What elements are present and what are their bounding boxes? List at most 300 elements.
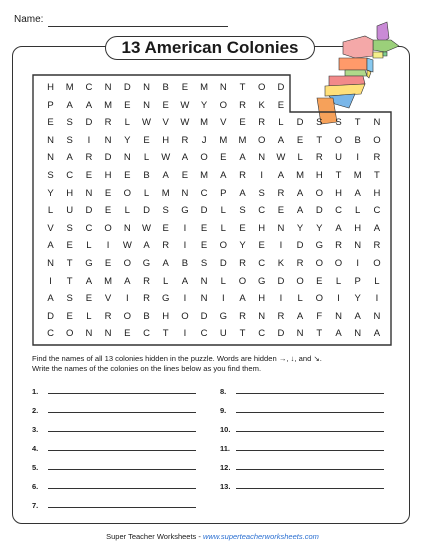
puzzle-letter: I <box>183 240 187 252</box>
puzzle-letter: N <box>123 222 131 234</box>
puzzle-letter: O <box>104 222 112 234</box>
puzzle-letter: Y <box>47 187 54 199</box>
puzzle-letter: A <box>296 205 304 217</box>
puzzle-letter: L <box>143 152 150 164</box>
puzzle-letter: E <box>66 240 73 252</box>
puzzle-letter: M <box>238 134 247 146</box>
puzzle-letter: R <box>143 293 150 305</box>
puzzle-letter: L <box>374 275 380 287</box>
puzzle-letter: R <box>239 99 246 111</box>
puzzle-letter: W <box>276 152 286 164</box>
puzzle-letter: C <box>85 82 93 93</box>
name-label: Name: <box>14 14 44 25</box>
puzzle-letter: I <box>356 258 359 269</box>
puzzle-letter: T <box>335 170 342 181</box>
puzzle-letter: H <box>315 170 323 181</box>
puzzle-letter: A <box>277 170 285 181</box>
puzzle-letter: E <box>85 170 93 181</box>
puzzle-letter: C <box>258 328 266 340</box>
puzzle-letter: N <box>47 152 54 164</box>
puzzle-letter: O <box>65 328 74 340</box>
puzzle-letter: N <box>47 258 54 269</box>
puzzle-letter: G <box>142 258 151 269</box>
puzzle-letter: S <box>47 170 54 181</box>
answer-blank[interactable] <box>48 487 196 489</box>
puzzle-letter: E <box>104 205 112 217</box>
puzzle-letter: A <box>124 275 131 287</box>
puzzle-letter: N <box>373 117 381 129</box>
puzzle-letter: S <box>239 205 246 217</box>
puzzle-letter: S <box>66 117 73 129</box>
puzzle-letter: A <box>181 152 189 164</box>
puzzle-letter: I <box>183 222 187 234</box>
puzzle-letter: N <box>123 152 131 164</box>
puzzle-letter: R <box>239 258 246 269</box>
puzzle-letter: G <box>315 240 323 252</box>
word-search-puzzle <box>32 74 392 346</box>
puzzle-letter: O <box>257 82 266 93</box>
puzzle-letter: C <box>258 205 266 217</box>
puzzle-letter: A <box>354 187 361 199</box>
puzzle-letter: L <box>220 222 226 234</box>
answer-line-left-4[interactable] <box>32 458 196 472</box>
puzzle-letter: E <box>277 205 285 217</box>
answer-line-left-2[interactable] <box>32 420 196 434</box>
puzzle-letter: B <box>143 170 150 181</box>
answer-number: 12. <box>220 463 231 472</box>
map-pennsylvania <box>339 58 367 70</box>
puzzle-letter: E <box>47 117 54 129</box>
puzzle-letter: A <box>162 258 169 269</box>
puzzle-letter: C <box>66 170 74 181</box>
puzzle-letter: S <box>258 187 265 199</box>
puzzle-letter: J <box>201 134 207 146</box>
puzzle-letter: T <box>66 258 73 269</box>
puzzle-letter: M <box>65 82 74 93</box>
puzzle-letter: U <box>219 328 227 340</box>
puzzle-letter: D <box>47 310 54 322</box>
puzzle-letter: E <box>296 134 304 146</box>
puzzle-letter: I <box>337 293 340 305</box>
puzzle-letter: R <box>373 152 381 164</box>
puzzle-letter: A <box>296 187 304 199</box>
puzzle-letter: E <box>239 117 246 129</box>
answer-blank[interactable] <box>236 411 384 413</box>
answer-blank[interactable] <box>236 430 384 432</box>
puzzle-letter: H <box>66 187 74 199</box>
puzzle-letter: D <box>200 205 208 217</box>
puzzle-letter: D <box>315 205 323 217</box>
puzzle-letter: S <box>66 134 73 146</box>
puzzle-letter: E <box>200 240 208 252</box>
puzzle-letter: L <box>124 205 130 217</box>
instructions-line-1 <box>32 354 402 364</box>
puzzle-letter: E <box>316 275 323 287</box>
puzzle-letter: D <box>85 117 93 129</box>
puzzle-letter: N <box>104 134 112 146</box>
puzzle-letter: R <box>239 170 246 181</box>
puzzle-letter: G <box>161 293 170 305</box>
puzzle-letter: A <box>373 328 381 340</box>
puzzle-letter: T <box>239 328 246 340</box>
puzzle-letter: L <box>124 117 130 129</box>
puzzle-letter: S <box>66 222 73 234</box>
puzzle-letter: O <box>315 293 323 305</box>
puzzle-letter: N <box>181 187 189 199</box>
puzzle-letter: H <box>162 310 170 322</box>
puzzle-letter: N <box>85 328 93 340</box>
puzzle-letter: M <box>104 99 113 111</box>
puzzle-letter: A <box>85 99 93 111</box>
puzzle-letter: D <box>296 117 304 129</box>
puzzle-letter: T <box>66 275 73 287</box>
puzzle-letter: G <box>85 258 93 269</box>
answer-number: 7. <box>32 501 39 510</box>
puzzle-letter: I <box>125 293 129 305</box>
puzzle-letter: S <box>200 258 208 269</box>
answer-blank[interactable] <box>48 430 196 432</box>
puzzle-letter: N <box>85 187 93 199</box>
puzzle-letter: R <box>277 187 285 199</box>
answer-number: 13. <box>220 482 231 491</box>
puzzle-letter: I <box>279 240 283 252</box>
puzzle-letter: H <box>47 82 54 93</box>
puzzle-letter: A <box>220 170 227 181</box>
puzzle-letter: H <box>258 222 266 234</box>
puzzle-letter: A <box>143 240 150 252</box>
puzzle-letter: E <box>124 170 131 181</box>
puzzle-letter: N <box>373 310 381 322</box>
puzzle-letter: Y <box>354 293 361 305</box>
puzzle-letter: R <box>277 310 285 322</box>
puzzle-letter: D <box>123 82 131 93</box>
puzzle-letter: T <box>354 117 361 129</box>
puzzle-letter: N <box>143 82 150 93</box>
footer-url[interactable]: www.superteacherworksheets.com <box>202 532 319 541</box>
puzzle-letter: N <box>143 99 150 111</box>
puzzle-letter: S <box>316 117 323 129</box>
answer-blank[interactable] <box>236 392 384 394</box>
puzzle-letter: O <box>334 258 343 269</box>
puzzle-letter: N <box>104 82 112 93</box>
puzzle-letter: E <box>220 152 227 164</box>
puzzle-letter: N <box>277 222 285 234</box>
puzzle-letter: S <box>162 205 169 217</box>
map-new-jersey <box>367 58 373 72</box>
puzzle-letter: O <box>181 310 189 322</box>
puzzle-letter: L <box>297 293 303 305</box>
puzzle-letter: E <box>258 240 265 252</box>
puzzle-letter: I <box>106 240 110 252</box>
puzzle-letter: L <box>278 117 284 129</box>
puzzle-letter: R <box>181 134 189 146</box>
puzzle-letter: E <box>66 310 73 322</box>
puzzle-letter: A <box>296 310 304 322</box>
puzzle-letter: A <box>47 240 54 252</box>
instructions-line-2: Write the names of the colonies on the lines below as you find them. <box>32 364 262 373</box>
puzzle-letter: P <box>220 187 227 199</box>
puzzle-letter: R <box>85 152 93 164</box>
puzzle-letter: D <box>277 82 285 93</box>
puzzle-letter: D <box>143 205 150 217</box>
map-connecticut <box>373 52 383 58</box>
puzzle-letter: V <box>220 117 227 129</box>
puzzle-letter: E <box>104 187 112 199</box>
puzzle-letter: N <box>104 328 112 340</box>
puzzle-letter: N <box>219 82 227 93</box>
puzzle-letter: A <box>85 275 93 287</box>
puzzle-letter: O <box>373 134 381 146</box>
answer-number: 11. <box>220 444 231 453</box>
answer-blank[interactable] <box>236 487 384 489</box>
puzzle-letter: H <box>354 222 362 234</box>
puzzle-letter: A <box>277 134 285 146</box>
puzzle-letter: U <box>335 152 342 164</box>
answer-blank[interactable] <box>48 392 196 394</box>
puzzle-letter: S <box>335 117 342 129</box>
puzzle-letter: C <box>47 328 54 340</box>
puzzle-letter: R <box>296 258 304 269</box>
puzzle-letter: M <box>104 275 113 287</box>
puzzle-letter: P <box>354 275 361 287</box>
puzzle-letter: A <box>335 328 342 340</box>
puzzle-letter: O <box>373 258 381 269</box>
map-new-york <box>343 36 373 58</box>
puzzle-letter: O <box>238 275 247 287</box>
answer-blank[interactable] <box>236 468 384 470</box>
answer-number: 2. <box>32 406 39 415</box>
answer-blank[interactable] <box>236 449 384 451</box>
puzzle-letter: B <box>143 310 150 322</box>
puzzle-letter: O <box>219 99 227 111</box>
puzzle-letter: O <box>123 258 131 269</box>
puzzle-letter: C <box>85 222 93 234</box>
answer-line-right-3[interactable] <box>220 439 384 453</box>
puzzle-letter: R <box>104 310 112 322</box>
puzzle-letter: M <box>161 187 170 199</box>
puzzle-letter: Y <box>200 99 208 111</box>
puzzle-letter: R <box>104 117 112 129</box>
puzzle-letter: M <box>200 82 209 93</box>
puzzle-letter: B <box>162 82 169 93</box>
puzzle-letter: O <box>296 275 304 287</box>
puzzle-letter: Y <box>296 222 304 234</box>
puzzle-letter: I <box>356 152 359 164</box>
puzzle-letter: S <box>66 293 73 305</box>
instructions <box>32 354 402 374</box>
answer-blank[interactable] <box>48 411 196 413</box>
puzzle-letter: I <box>279 293 283 305</box>
puzzle-letter: E <box>162 222 169 234</box>
puzzle-letter: I <box>183 293 187 305</box>
puzzle-letter: M <box>219 134 228 146</box>
puzzle-letter: W <box>122 240 132 252</box>
puzzle-letter: C <box>258 258 266 269</box>
puzzle-letter: I <box>49 275 52 287</box>
puzzle-letter: C <box>200 187 208 199</box>
puzzle-letter: O <box>334 134 343 146</box>
puzzle-letter: L <box>47 205 54 217</box>
answer-line-right-0[interactable] <box>220 382 384 396</box>
answer-blank[interactable] <box>48 449 196 451</box>
puzzle-letter: H <box>104 170 112 181</box>
puzzle-letter: R <box>162 240 170 252</box>
answer-number: 9. <box>220 406 227 415</box>
answer-line-left-1[interactable] <box>32 401 196 415</box>
puzzle-letter: R <box>143 275 150 287</box>
instructions-line-1-text: Find the names of all 13 colonies hidden in the puzzle. Words are hidden <box>32 354 277 363</box>
puzzle-letter: H <box>162 134 170 146</box>
puzzle-letter: M <box>353 170 362 181</box>
puzzle-letter: Y <box>239 240 246 252</box>
puzzle-letter: L <box>143 187 150 199</box>
puzzle-letter: N <box>200 293 208 305</box>
puzzle-letter: A <box>373 222 381 234</box>
answer-number: 6. <box>32 482 39 491</box>
puzzle-letter: W <box>142 222 151 234</box>
puzzle-letter: R <box>315 152 323 164</box>
footer-brand: Super Teacher Worksheets - <box>106 532 203 541</box>
puzzle-letter: C <box>143 328 150 340</box>
puzzle-letter: O <box>123 310 131 322</box>
answer-line-right-2[interactable] <box>220 420 384 434</box>
answer-line-left-0[interactable] <box>32 382 196 396</box>
puzzle-letter: O <box>200 152 208 164</box>
puzzle-letter: O <box>315 187 323 199</box>
puzzle-letter: L <box>220 275 226 287</box>
puzzle-letter: H <box>258 293 266 305</box>
puzzle-letter: N <box>354 328 362 340</box>
answer-line-right-4[interactable] <box>220 458 384 472</box>
puzzle-letter: A <box>335 222 342 234</box>
puzzle-letter: E <box>85 293 93 305</box>
puzzle-letter: M <box>296 170 305 181</box>
puzzle-letter: B <box>181 258 189 269</box>
puzzle-letter: D <box>296 240 304 252</box>
puzzle-letter: E <box>104 258 112 269</box>
puzzle-letter: L <box>86 240 92 252</box>
puzzle-letter: D <box>277 328 285 340</box>
puzzle-letter: E <box>143 134 150 146</box>
puzzle-letter: I <box>183 328 187 340</box>
puzzle-letter: N <box>258 152 266 164</box>
puzzle-letter: H <box>335 187 342 199</box>
puzzle-letter: E <box>277 99 285 111</box>
puzzle-letter: G <box>181 205 189 217</box>
puzzle-letter: E <box>239 222 246 234</box>
answer-line-right-1[interactable] <box>220 401 384 415</box>
answer-line-left-3[interactable] <box>32 439 196 453</box>
puzzle-letter: P <box>47 99 54 111</box>
worksheet-title-text: 13 American Colonies <box>121 38 299 57</box>
puzzle-letter: F <box>316 310 323 322</box>
puzzle-letter: R <box>239 310 246 322</box>
puzzle-letter: I <box>260 170 263 181</box>
puzzle-letter: R <box>373 240 381 252</box>
puzzle-letter: G <box>219 310 227 322</box>
puzzle-letter: B <box>354 134 361 146</box>
puzzle-letter: T <box>316 328 323 340</box>
puzzle-letter: E <box>124 328 131 340</box>
worksheet-title <box>105 36 315 60</box>
puzzle-letter: D <box>104 152 112 164</box>
puzzle-letter: Y <box>124 134 131 146</box>
puzzle-letter: G <box>257 275 266 287</box>
answer-number: 4. <box>32 444 39 453</box>
puzzle-letter: T <box>373 170 380 181</box>
puzzle-letter: N <box>296 328 304 340</box>
puzzle-letter: O <box>219 240 227 252</box>
puzzle-letter: N <box>354 240 362 252</box>
puzzle-letter: E <box>181 82 189 93</box>
answer-line-right-5[interactable] <box>220 477 384 491</box>
puzzle-letter: N <box>258 310 266 322</box>
puzzle-letter: Y <box>316 222 323 234</box>
puzzle-letter: D <box>85 205 93 217</box>
puzzle-letter: T <box>316 134 323 146</box>
name-input-line[interactable] <box>48 26 228 27</box>
puzzle-letter: O <box>315 258 323 269</box>
answer-number: 1. <box>32 387 39 396</box>
map-massachusetts <box>373 40 399 52</box>
puzzle-letter: A <box>354 310 361 322</box>
puzzle-letter: O <box>257 134 266 146</box>
puzzle-letter: M <box>200 117 209 129</box>
puzzle-letter: A <box>239 187 246 199</box>
puzzle-letter: C <box>335 205 342 217</box>
puzzle-letter: L <box>220 205 226 217</box>
puzzle-letter: L <box>86 310 92 322</box>
puzzle-letter: W <box>161 152 171 164</box>
puzzle-letter: E <box>124 99 131 111</box>
puzzle-letter: A <box>47 293 54 305</box>
puzzle-letter: V <box>47 222 54 234</box>
answer-number: 3. <box>32 425 39 434</box>
puzzle-letter: W <box>180 117 190 129</box>
puzzle-letter: W <box>180 99 190 111</box>
puzzle-letter: N <box>200 275 208 287</box>
puzzle-letter: E <box>162 99 169 111</box>
answer-number: 10. <box>220 425 231 434</box>
puzzle-letter: T <box>239 82 246 93</box>
puzzle-letter: A <box>181 275 189 287</box>
footer <box>0 532 425 541</box>
puzzle-letter: H <box>373 187 381 199</box>
puzzle-letter: I <box>221 293 225 305</box>
puzzle-letter: D <box>200 310 208 322</box>
puzzle-letter: D <box>219 258 227 269</box>
answer-blank[interactable] <box>48 468 196 470</box>
puzzle-letter: V <box>162 117 169 129</box>
puzzle-letter: C <box>200 328 208 340</box>
puzzle-letter: L <box>355 205 361 217</box>
puzzle-letter: D <box>277 275 285 287</box>
puzzle-letter: M <box>200 170 209 181</box>
answer-line-left-6[interactable] <box>32 496 196 510</box>
puzzle-letter: I <box>87 134 91 146</box>
puzzle-letter: L <box>297 152 303 164</box>
puzzle-letter: E <box>181 170 189 181</box>
answer-number: 5. <box>32 463 39 472</box>
puzzle-letter: N <box>335 310 342 322</box>
puzzle-letter: L <box>163 275 169 287</box>
puzzle-letter: A <box>162 170 169 181</box>
answer-line-left-5[interactable] <box>32 477 196 491</box>
puzzle-letter: I <box>375 293 379 305</box>
answer-blank[interactable] <box>48 506 196 508</box>
puzzle-letter: K <box>258 99 265 111</box>
puzzle-letter: V <box>104 293 112 305</box>
